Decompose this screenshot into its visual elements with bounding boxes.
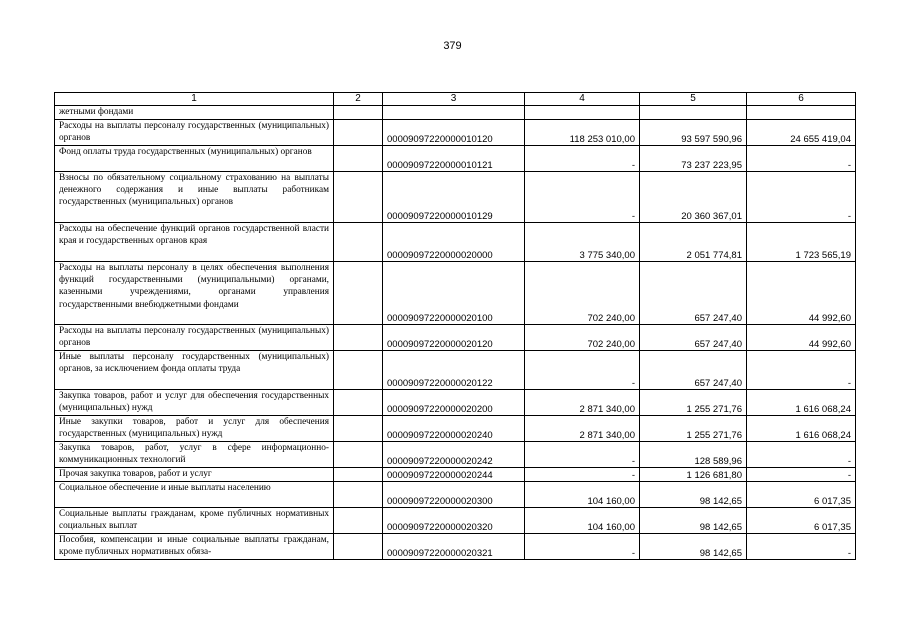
table-row: [55, 325, 856, 351]
row-budget-code: 00009097220000020120: [383, 325, 525, 351]
row-approved-amount: 2 871 340,00: [525, 416, 640, 442]
row-description: Расходы на выплаты персоналу государственных (муниципальных) органов: [55, 120, 334, 146]
row-executed-amount: 73 237 223,95: [640, 146, 747, 172]
row-executed-amount: [640, 106, 747, 120]
header-row: [55, 93, 856, 106]
header-col-5: 5: [640, 93, 747, 106]
row-budget-code: 00009097220000010121: [383, 146, 525, 172]
row-column-2: [334, 390, 383, 416]
page-number: 379: [443, 40, 462, 52]
row-column-2: [334, 146, 383, 172]
header-col-3: 3: [383, 93, 525, 106]
row-unexecuted-amount: [747, 106, 856, 120]
row-approved-amount: 104 160,00: [525, 508, 640, 534]
row-unexecuted-amount: 44 992,60: [747, 325, 856, 351]
row-column-2: [334, 106, 383, 120]
row-budget-code: 00009097220000020321: [383, 534, 525, 560]
budget-report-table: [54, 92, 856, 560]
row-description: Пособия, компенсации и иные социальные выплаты гражданам, кроме публичных нормативных обяза-: [55, 534, 334, 560]
row-executed-amount: 657 247,40: [640, 325, 747, 351]
header-col-6: 6: [747, 93, 856, 106]
row-column-2: [334, 482, 383, 508]
row-unexecuted-amount: -: [747, 146, 856, 172]
row-column-2: [334, 468, 383, 482]
table-row: [55, 146, 856, 172]
table-row: [55, 534, 856, 560]
header-col-4: 4: [525, 93, 640, 106]
row-unexecuted-amount: -: [747, 442, 856, 468]
row-approved-amount: 702 240,00: [525, 262, 640, 325]
row-description: Расходы на выплаты персоналу государственных (муниципальных) органов: [55, 325, 334, 351]
row-unexecuted-amount: 6 017,35: [747, 482, 856, 508]
row-column-2: [334, 262, 383, 325]
row-description: Закупка товаров, работ, услуг в сфере информационно-коммуникационных технологий: [55, 442, 334, 468]
table-row: [55, 172, 856, 223]
row-budget-code: 00009097220000020320: [383, 508, 525, 534]
row-column-2: [334, 508, 383, 534]
row-description: Взносы по обязательному социальному страхованию на выплаты денежного содержания и иные выплаты работникам государственных (муниципальных) органов: [55, 172, 334, 223]
row-approved-amount: -: [525, 534, 640, 560]
row-unexecuted-amount: 1 616 068,24: [747, 390, 856, 416]
report-body: [55, 106, 856, 560]
row-approved-amount: -: [525, 442, 640, 468]
row-executed-amount: 2 051 774,81: [640, 223, 747, 262]
row-budget-code: 00009097220000020240: [383, 416, 525, 442]
row-executed-amount: 1 126 681,80: [640, 468, 747, 482]
row-executed-amount: 1 255 271,76: [640, 390, 747, 416]
row-unexecuted-amount: -: [747, 468, 856, 482]
row-description: Социальное обеспечение и иные выплаты населению: [55, 482, 334, 508]
row-budget-code: 00009097220000020244: [383, 468, 525, 482]
row-approved-amount: 2 871 340,00: [525, 390, 640, 416]
table-row: [55, 223, 856, 262]
row-description: Фонд оплаты труда государственных (муниципальных) органов: [55, 146, 334, 172]
row-budget-code: 00009097220000020242: [383, 442, 525, 468]
row-description: Расходы на выплаты персоналу в целях обеспечения выполнения функций государственными (муниципальными) органами, казенными учреждениями, органами управления государственными внебюджетными фондами: [55, 262, 334, 325]
row-executed-amount: 657 247,40: [640, 351, 747, 390]
row-budget-code: 00009097220000010120: [383, 120, 525, 146]
row-budget-code: 00009097220000020200: [383, 390, 525, 416]
row-unexecuted-amount: 44 992,60: [747, 262, 856, 325]
row-budget-code: 00009097220000020122: [383, 351, 525, 390]
table-row: [55, 442, 856, 468]
row-unexecuted-amount: 1 616 068,24: [747, 416, 856, 442]
row-unexecuted-amount: 1 723 565,19: [747, 223, 856, 262]
row-column-2: [334, 442, 383, 468]
row-approved-amount: -: [525, 172, 640, 223]
table-row: [55, 416, 856, 442]
row-column-2: [334, 223, 383, 262]
row-executed-amount: 93 597 590,96: [640, 120, 747, 146]
row-executed-amount: 98 142,65: [640, 482, 747, 508]
row-description: Расходы на обеспечение функций органов государственной власти края и государственных органов края: [55, 223, 334, 262]
row-column-2: [334, 534, 383, 560]
table-row: [55, 508, 856, 534]
row-unexecuted-amount: 24 655 419,04: [747, 120, 856, 146]
row-description: Прочая закупка товаров, работ и услуг: [55, 468, 334, 482]
row-unexecuted-amount: -: [747, 351, 856, 390]
table-row: [55, 120, 856, 146]
header-col-1: 1: [55, 93, 334, 106]
row-column-2: [334, 172, 383, 223]
row-approved-amount: 3 775 340,00: [525, 223, 640, 262]
row-description: Иные закупки товаров, работ и услуг для обеспечения государственных (муниципальных) нужд: [55, 416, 334, 442]
row-executed-amount: 128 589,96: [640, 442, 747, 468]
row-approved-amount: -: [525, 146, 640, 172]
row-column-2: [334, 120, 383, 146]
row-unexecuted-amount: 6 017,35: [747, 508, 856, 534]
row-executed-amount: 657 247,40: [640, 262, 747, 325]
row-approved-amount: -: [525, 468, 640, 482]
row-approved-amount: 118 253 010,00: [525, 120, 640, 146]
row-approved-amount: 104 160,00: [525, 482, 640, 508]
row-approved-amount: [525, 106, 640, 120]
row-unexecuted-amount: -: [747, 534, 856, 560]
row-budget-code: 00009097220000020100: [383, 262, 525, 325]
row-description: Иные выплаты персоналу государственных (муниципальных) органов, за исключением фонда оплаты труда: [55, 351, 334, 390]
table-row: [55, 468, 856, 482]
row-column-2: [334, 351, 383, 390]
row-description: Закупка товаров, работ и услуг для обеспечения государственных (муниципальных) нужд: [55, 390, 334, 416]
row-column-2: [334, 416, 383, 442]
row-approved-amount: 702 240,00: [525, 325, 640, 351]
row-budget-code: 00009097220000020300: [383, 482, 525, 508]
row-description: Социальные выплаты гражданам, кроме публичных нормативных социальных выплат: [55, 508, 334, 534]
row-executed-amount: 1 255 271,76: [640, 416, 747, 442]
row-executed-amount: 20 360 367,01: [640, 172, 747, 223]
table-row: [55, 106, 856, 120]
table-row: [55, 482, 856, 508]
table-row: [55, 390, 856, 416]
row-budget-code: 00009097220000020000: [383, 223, 525, 262]
row-unexecuted-amount: -: [747, 172, 856, 223]
row-executed-amount: 98 142,65: [640, 508, 747, 534]
row-description: жетными фондами: [55, 106, 334, 120]
row-approved-amount: -: [525, 351, 640, 390]
row-column-2: [334, 325, 383, 351]
table-row: [55, 351, 856, 390]
table-row: [55, 262, 856, 325]
row-executed-amount: 98 142,65: [640, 534, 747, 560]
row-budget-code: [383, 106, 525, 120]
header-col-2: 2: [334, 93, 383, 106]
row-budget-code: 00009097220000010129: [383, 172, 525, 223]
